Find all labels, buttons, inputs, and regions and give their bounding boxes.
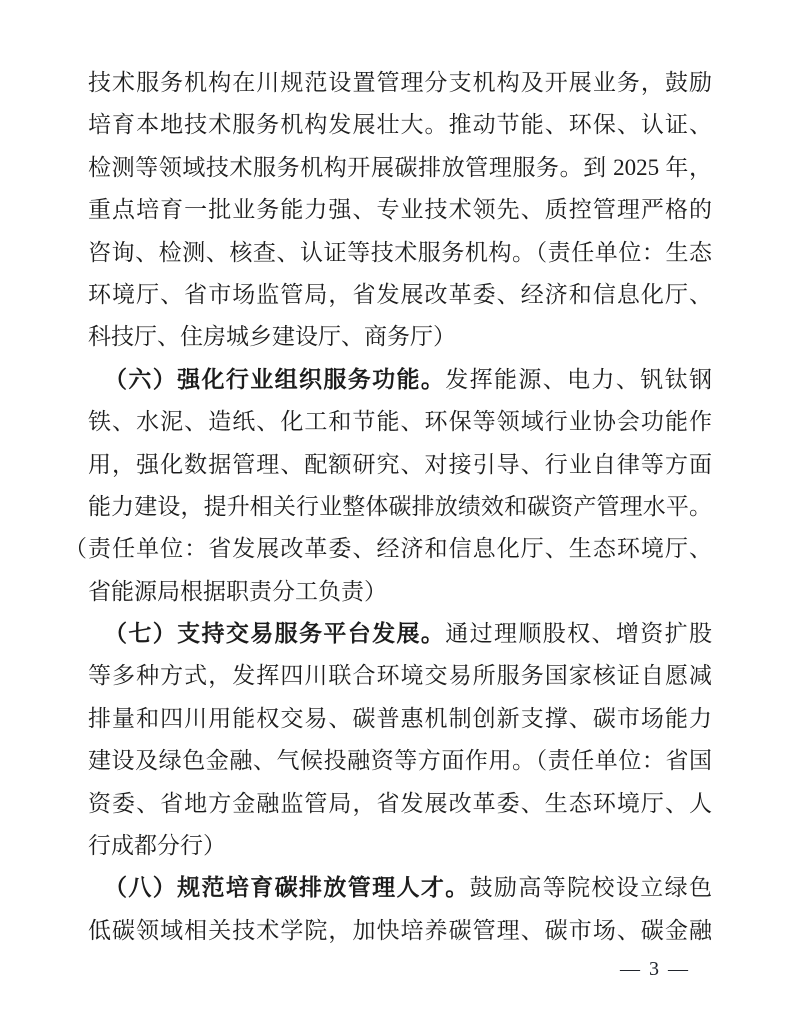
document-line [88, 147, 712, 189]
document-line [88, 444, 712, 486]
line-text: 省能源局根据职责分工负责） [88, 578, 387, 604]
document-line [88, 104, 712, 146]
document-body [64, 62, 712, 952]
document-line [88, 655, 712, 697]
document-line [88, 189, 712, 231]
line-text: 资委、省地方金融监管局，省发展改革委、生态环境厅、人 [88, 790, 712, 816]
line-text: 建设及绿色金融、气候投融资等方面作用。（责任单位：省国 [88, 748, 712, 774]
document-line [88, 232, 712, 274]
document-line [88, 274, 712, 316]
line-text: 行成都分行） [88, 833, 226, 859]
line-text: 咨询、检测、核查、认证等技术服务机构。（责任单位：生态 [88, 239, 712, 265]
line-text: 重点培育一批业务能力强、专业技术领先、质控管理严格的 [88, 197, 712, 223]
document-line [88, 783, 712, 825]
line-text: （责任单位：省发展改革委、经济和信息化厅、生态环境厅、 [64, 536, 712, 562]
document-line [88, 825, 712, 867]
document-line [88, 359, 712, 401]
document-line [88, 698, 712, 740]
line-text: 铁、水泥、造纸、化工和节能、环保等领域行业协会功能作 [88, 409, 712, 435]
line-text: 环境厅、省市场监管局，省发展改革委、经济和信息化厅、 [88, 281, 712, 307]
line-text: 用，强化数据管理、配额研究、对接引导、行业自律等方面 [88, 451, 712, 477]
line-text: 培育本地技术服务机构发展壮大。推动节能、环保、认证、 [88, 112, 712, 138]
line-text: 低碳领域相关技术学院，加快培养碳管理、碳市场、碳金融 [88, 917, 712, 943]
line-text: 发挥能源、电力、钒钛钢 [445, 366, 712, 392]
document-line [88, 740, 712, 782]
document-line [88, 316, 712, 358]
document-line [88, 910, 712, 952]
line-text: 通过理顺股权、增资扩股 [445, 621, 712, 647]
line-text: 科技厅、住房城乡建设厅、商务厅） [88, 324, 456, 350]
document-line [88, 486, 712, 528]
line-text: 能力建设，提升相关行业整体碳排放绩效和碳资产管理水平。 [88, 493, 712, 519]
line-text: 排量和四川用能权交易、碳普惠机制创新支撑、碳市场能力 [88, 705, 712, 731]
document-line [88, 613, 712, 655]
document-line [88, 867, 712, 909]
document-line [88, 62, 712, 104]
document-line [88, 571, 712, 613]
paragraph-heading: （六）强化行业组织服务功能。 [104, 366, 446, 392]
line-text: 等多种方式，发挥四川联合环境交易所服务国家核证自愿减 [88, 663, 712, 689]
paragraph-heading: （八）规范培育碳排放管理人才。 [104, 875, 470, 901]
line-text: 检测等领域技术服务机构开展碳排放管理服务。到 2025 年， [88, 154, 712, 180]
page-number: — 3 — [620, 958, 690, 980]
line-text: 鼓励高等院校设立绿色 [469, 875, 712, 901]
paragraph-heading: （七）支持交易服务平台发展。 [104, 621, 446, 647]
line-text: 技术服务机构在川规范设置管理分支机构及开展业务，鼓励 [88, 70, 712, 95]
document-line [64, 528, 712, 570]
document-line [88, 401, 712, 443]
